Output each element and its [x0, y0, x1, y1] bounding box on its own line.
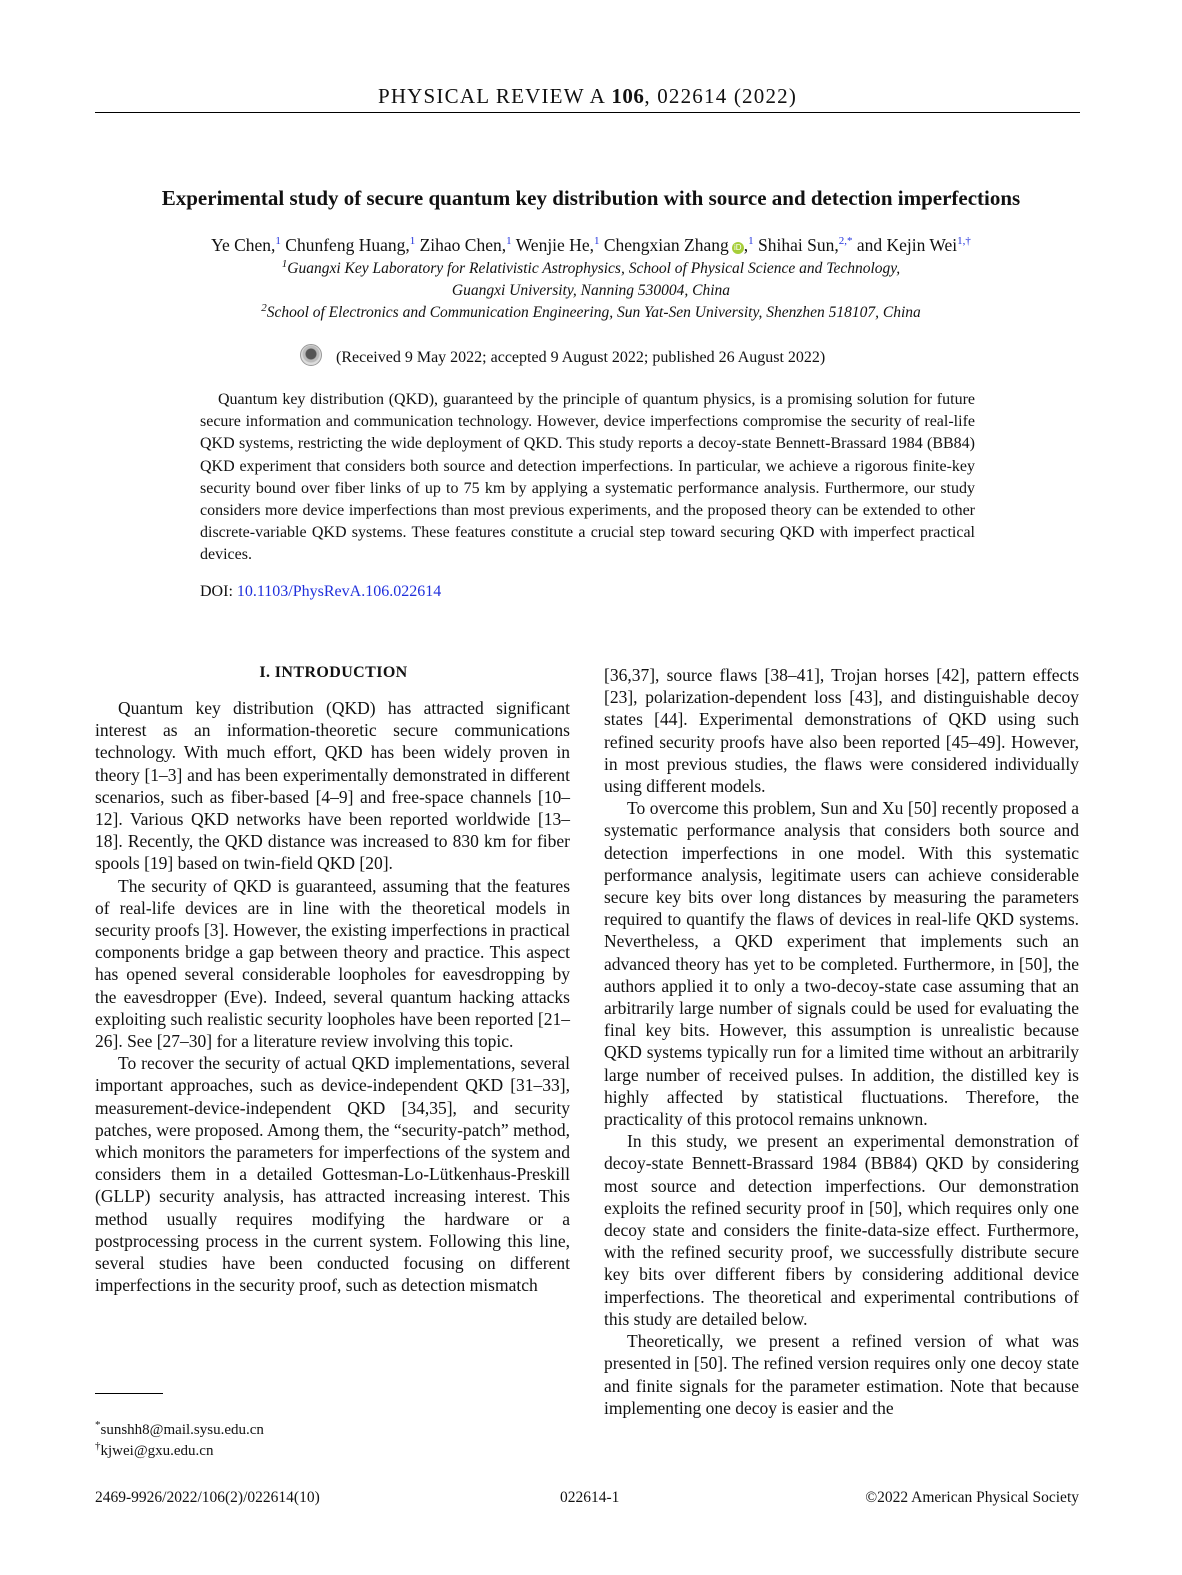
article-number: , 022614 (2022): [644, 84, 798, 108]
paper-title: Experimental study of secure quantum key distribution with source and detection imperfections: [161, 186, 1021, 210]
footnote-email-2: †kjwei@gxu.edu.cn: [95, 1440, 214, 1459]
abstract: [200, 389, 975, 567]
orcid-icon[interactable]: iD: [732, 242, 744, 254]
author[interactable]: Shihai Sun,$^{2,*}$: [758, 235, 853, 255]
author[interactable]: Wenjie He,$^1$: [515, 235, 600, 255]
doi-link[interactable]: 10.1103/PhysRevA.106.022614: [236, 583, 442, 600]
author[interactable]: Zihao Chen,$^1$: [419, 235, 512, 255]
left-column: [95, 697, 570, 1296]
running-header: [95, 82, 1080, 113]
author[interactable]: Chengxian Zhang iD ,$^1$: [603, 235, 754, 255]
crossmark-icon[interactable]: [300, 344, 322, 366]
paragraph: In this study, we present an experimental demonstration of decoy-state Bennett-Brassard 1984 (BB84) QKD by considering most source and detection imperfections. Our demonstration exploits the refined security proof in [50], which requires only one decoy state and considers the finite-data-size effect. Furthermore, with the refined security proof, we successfully distribute secure key bits over different fibers by considering additional device imperfections. The theoretical and experimental contributions of this study are detailed below.: [604, 1131, 1079, 1329]
journal-name: PHYSICAL REVIEW A: [377, 84, 605, 108]
author[interactable]: Chunfeng Huang,$^1$: [285, 235, 416, 255]
author-list: [60, 233, 1122, 257]
paragraph: The security of QKD is guaranteed, assuming that the features of real-life devices are in line with the theoretical models in security proofs [3]. However, the existing imperfections in practical components bridge a gap between theory and practice. This aspect has opened several considerable loopholes for eavesdropping by the eavesdropper (Eve). Indeed, several quantum hacking attacks exploiting such realistic security loopholes have been reported [21–26]. See [27–30] for a literature review involving this topic.: [95, 875, 570, 1052]
right-column: [604, 664, 1079, 1419]
paragraph: Theoretically, we present a refined version of what was presented in [50]. The refined version requires only one decoy state and finite signals for the parameter estimation. Note that because implementing one decoy is easier and the: [604, 1331, 1079, 1418]
footer-issn: 2469-9926/2022/106(2)/022614(10): [95, 1489, 320, 1506]
author[interactable]: and Kejin Wei$^{1,\dagger}$: [856, 235, 971, 255]
affiliation-2: $^2$School of Electronics and Communication Engineering, Sun Yat-Sen University, Shenzhen 518107, China: [261, 301, 921, 321]
email-link[interactable]: sunshh8@mail.sysu.edu.cn: [100, 1422, 264, 1438]
footnote-rule: [95, 1393, 163, 1394]
footnote-email-1: *sunshh8@mail.sysu.edu.cn: [95, 1419, 264, 1438]
email-link[interactable]: kjwei@gxu.edu.cn: [100, 1443, 214, 1459]
paragraph: To overcome this problem, Sun and Xu [50] recently proposed a systematic performance analysis that considers both source and detection imperfections in one model. With this systematic performance analysis, legitimate users can achieve considerable secure key bits over long distances by measuring the parameters required to quantify the flaws of devices in real-life QKD systems. Nevertheless, a QKD experiment that implements such an advanced theory has yet to be completed. Furthermore, in [50], the authors applied it to only a two-decoy-state case assuming that an arbitrarily large number of signals could be used for evaluating the final key bits. However, this assumption is unrealistic because QKD systems typically run for a limited time without an arbitrarily large number of received pulses. In addition, the distilled key is highly affected by statistical fluctuations. Therefore, the practicality of this protocol remains unknown.: [604, 798, 1079, 1130]
author[interactable]: Ye Chen,$^1$: [211, 235, 281, 255]
footer-copyright: ©2022 American Physical Society: [865, 1489, 1079, 1506]
publication-history: (Received 9 May 2022; accepted 9 August 2022; published 26 August 2022): [300, 344, 900, 369]
paragraph: Quantum key distribution (QKD) has attracted significant interest as an information-theoretic secure communications technology. With much effort, QKD has been widely proven in theory [1–3] and has been experimentally demonstrated in different scenarios, such as fiber-based [4–9] and free-space channels [10–12]. Various QKD networks have been reported worldwide [13–18]. Recently, the QKD distance was increased to 830 km for fiber spools [19] based on twin-field QKD [20].: [95, 698, 570, 874]
abstract-text: Quantum key distribution (QKD), guaranteed by the principle of quantum physics, is a promising solution for future secure information and communication technology. However, device imperfections compromise the security of real-life QKD systems, restricting the wide deployment of QKD. This study reports a decoy-state Bennett-Brassard 1984 (BB84) QKD experiment that considers both source and detection imperfections. In particular, we achieve a rigorous finite-key security bound over fiber links of up to 75 km by applying a systematic performance analysis. Furthermore, our study considers more device imperfections than most previous experiments, and the proposed theory can be extended to other discrete-variable QKD systems. These features constitute a crucial step toward securing QKD with imperfect practical devices.: [200, 391, 975, 564]
paragraph: [36,37], source flaws [38–41], Trojan horses [42], pattern effects [23], polarization-dependent loss [43], and distinguishable decoy states [44]. Experimental demonstrations of QKD using such refined security proofs have also been reported [45–49]. However, in most previous studies, the flaws were considered individually using different models.: [604, 665, 1079, 797]
footer-page-number: 022614-1: [560, 1489, 620, 1506]
journal-volume: 106: [611, 84, 645, 108]
affiliation-1: $^1$Guangxi Key Laboratory for Relativistic Astrophysics, School of Physical Science and Technology, Guangxi University, Nanning 530004, China: [281, 257, 901, 299]
paragraph: To recover the security of actual QKD implementations, several important approaches, such as device-independent QKD [31–33], measurement-device-independent QKD [34,35], and security patches, were proposed. Among them, the “security-patch” method, which monitors the parameters for imperfections of the system and considers them in a detailed Gottesman-Lo-Lütkenhaus-Preskill (GLLP) security analysis, has attracted increasing interest. This method usually requires modifying the hardware or a postprocessing process in the current system. Following this line, several studies have been conducted focusing on different imperfections in the security proof, such as detection mismatch: [95, 1053, 570, 1296]
doi-line: DOI: 10.1103/PhysRevA.106.022614: [200, 583, 442, 600]
section-heading: I. INTRODUCTION: [259, 664, 408, 681]
